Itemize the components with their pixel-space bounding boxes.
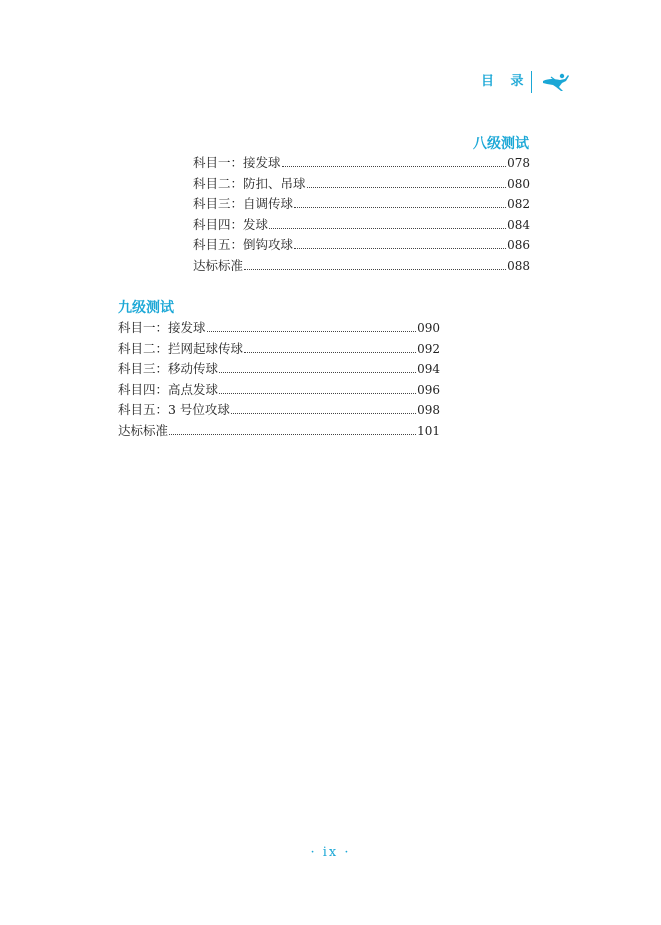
toc-list-level-8 xyxy=(193,153,530,277)
dot-leader xyxy=(244,351,416,353)
volleyball-player-icon xyxy=(541,72,571,92)
toc-entry-page: 098 xyxy=(417,403,440,418)
toc-entry-page: 082 xyxy=(507,197,530,212)
toc-entry[interactable] xyxy=(118,318,440,339)
toc-list-level-9 xyxy=(118,318,440,442)
toc-entry-label: 科目三：移动传球 xyxy=(118,361,219,377)
dot-leader xyxy=(294,206,506,208)
toc-entry-label: 科目五：倒钩攻球 xyxy=(193,237,294,253)
toc-entry-label: 科目四：发球 xyxy=(193,216,269,232)
toc-entry[interactable] xyxy=(118,421,440,442)
toc-entry-page: 101 xyxy=(417,423,440,438)
header-divider xyxy=(531,71,532,93)
toc-entry[interactable] xyxy=(193,215,530,236)
toc-entry-page: 092 xyxy=(417,341,440,356)
toc-entry-page: 090 xyxy=(417,321,440,335)
toc-entry[interactable] xyxy=(193,174,530,195)
toc-entry-page: 096 xyxy=(417,382,440,397)
toc-entry-page: 094 xyxy=(417,362,440,377)
toc-entry[interactable] xyxy=(193,235,530,256)
dot-leader xyxy=(282,165,507,167)
toc-entry-page: 084 xyxy=(507,217,530,232)
header-title: 目 录 xyxy=(481,74,530,89)
toc-entry-page: 078 xyxy=(507,156,530,170)
toc-entry-label: 达标标准 xyxy=(118,422,169,438)
page-number: · ix · xyxy=(310,845,351,860)
toc-entry-label: 科目五：3 号位攻球 xyxy=(118,402,230,418)
section-title-level-8: 八级测试 xyxy=(473,136,529,152)
dot-leader xyxy=(307,186,507,188)
toc-entry-page: 086 xyxy=(507,238,530,253)
toc-entry[interactable] xyxy=(118,380,440,401)
toc-entry-label: 科目二：防扣、吊球 xyxy=(193,175,306,191)
toc-entry-page: 088 xyxy=(507,258,530,273)
toc-entry-label: 科目一：接发球 xyxy=(118,320,206,335)
dot-leader xyxy=(231,412,416,414)
dot-leader xyxy=(244,268,506,270)
section-title-level-9: 九级测试 xyxy=(118,300,174,316)
dot-leader xyxy=(207,330,417,332)
toc-entry-label: 科目三：自调传球 xyxy=(193,196,294,212)
running-header xyxy=(481,70,571,94)
toc-entry-label: 科目一：接发球 xyxy=(193,155,281,170)
toc-entry-page: 080 xyxy=(507,176,530,191)
dot-leader xyxy=(169,433,416,435)
toc-entry[interactable] xyxy=(118,400,440,421)
toc-entry[interactable] xyxy=(193,194,530,215)
toc-entry-label: 达标标准 xyxy=(193,257,244,273)
toc-entry[interactable] xyxy=(193,153,530,174)
toc-entry[interactable] xyxy=(118,339,440,360)
dot-leader xyxy=(219,371,416,373)
toc-entry-label: 科目四：高点发球 xyxy=(118,381,219,397)
dot-leader xyxy=(294,247,506,249)
dot-leader xyxy=(219,392,416,394)
toc-entry[interactable] xyxy=(193,256,530,277)
dot-leader xyxy=(269,227,506,229)
toc-entry-label: 科目二：拦网起球传球 xyxy=(118,340,244,356)
toc-entry[interactable] xyxy=(118,359,440,380)
